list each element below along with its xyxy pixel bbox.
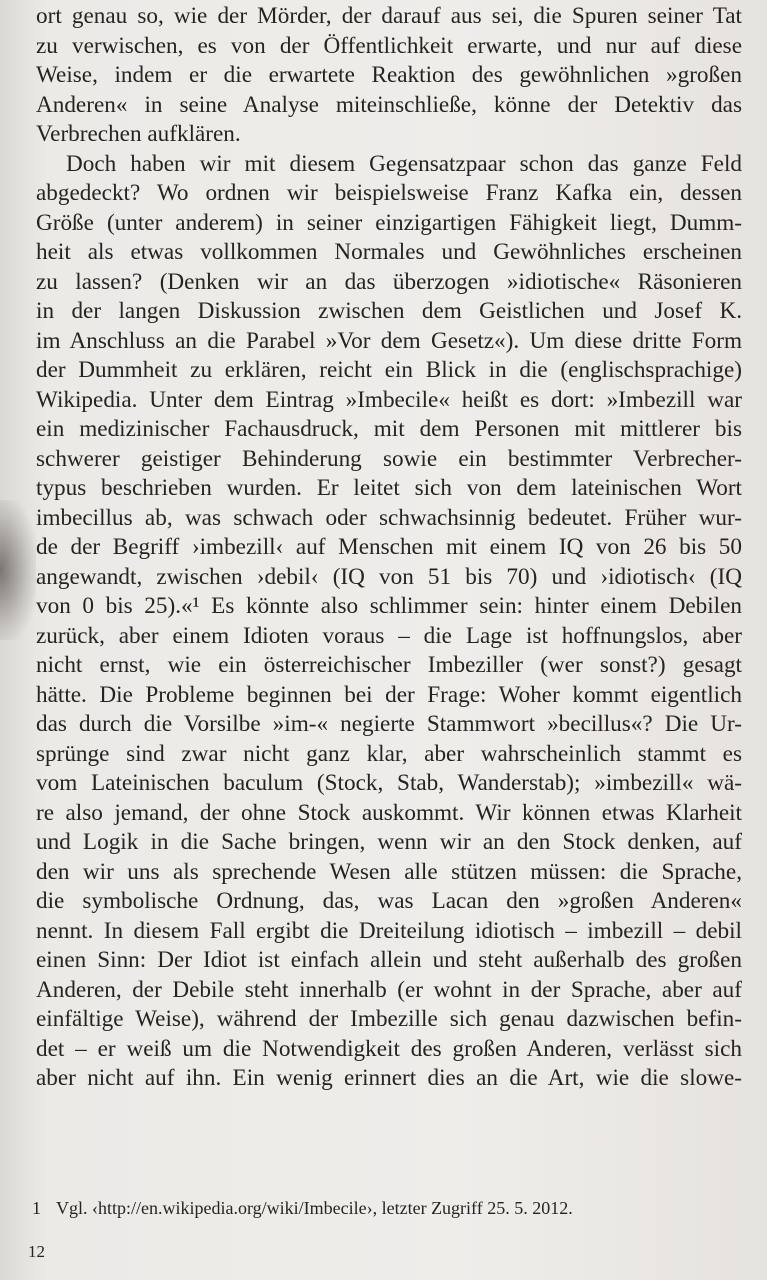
text-line: Verbrechen aufklären. (36, 121, 241, 147)
text-line: Doch haben wir mit diesem Gegensatzpaar schon das ganze Feld (66, 150, 742, 177)
text-line: nicht ernst, wie ein österreichischer Imbeziller (wer sonst?) gesagt (36, 652, 742, 678)
text-line: de der Begriff ›imbezill‹ auf Menschen mit einem IQ von 26 bis 50 (36, 534, 742, 560)
footnote-number: 1 (32, 1198, 41, 1218)
text-line: zu verwischen, es von der Öffentlichkeit erwarte, und nur auf diese (36, 32, 742, 59)
footnote (32, 1198, 732, 1219)
text-line: einfältige Weise), während der Imbezille sich genau dazwischen befin- (36, 1006, 742, 1032)
text-line: Größe (unter anderem) in seiner einzigartigen Fähigkeit liegt, Dumm- (36, 209, 742, 236)
footnote-text: Vgl. ‹http://en.wikipedia.org/wiki/Imbecile›, letzter Zugriff 25. 5. 2012. (56, 1198, 573, 1218)
text-line: angewandt, zwischen ›debil‹ (IQ von 51 bis 70) und ›idiotisch‹ (IQ (36, 563, 742, 590)
page-number: 12 (28, 1242, 45, 1261)
text-line: im Anschluss an die Parabel »Vor dem Gesetz«). Um diese dritte Form (36, 327, 742, 354)
text-line: die symbolische Ordnung, das, was Lacan den »großen Anderen« (36, 888, 742, 914)
text-line: aber nicht auf ihn. Ein wenig erinnert dies an die Art, wie die slowe- (36, 1065, 742, 1091)
text-line: zu lassen? (Denken wir an das überzogen »idiotische« Räsonieren (36, 268, 742, 295)
text-line: von 0 bis 25).«¹ Es könnte also schlimmer sein: hinter einem Debilen (36, 593, 742, 619)
thumb-shadow (0, 500, 36, 640)
body-text (36, 2, 742, 1094)
text-line: heit als etwas vollkommen Normales und Gewöhnliches erscheinen (36, 239, 742, 265)
text-line: sprünge sind zwar nicht ganz klar, aber wahrscheinlich stammt es (36, 740, 742, 767)
text-line: Weise, indem er die erwartete Reaktion des gewöhnlichen »großen (36, 62, 742, 88)
text-line: ein medizinischer Fachausdruck, mit dem Personen mit mittlerer bis (36, 416, 742, 442)
text-line: re also jemand, der ohne Stock auskommt. Wir können etwas Klarheit (36, 799, 742, 826)
text-line: zurück, aber einem Idioten voraus – die Lage ist hoffnungslos, aber (36, 622, 742, 649)
text-line: det – er weiß um die Notwendigkeit des großen Anderen, verlässt sich (36, 1035, 742, 1062)
text-line: Anderen, der Debile steht innerhalb (er wohnt in der Sprache, aber auf (36, 976, 742, 1003)
text-line: das durch die Vorsilbe »im-« negierte Stammwort »becillus«? Die Ur- (36, 711, 742, 737)
text-line: der Dummheit zu erklären, reicht ein Blick in die (englischsprachige) (36, 357, 742, 383)
text-line: Anderen« in seine Analyse miteinschließe, könne der Detektiv das (36, 91, 742, 118)
text-line: und Logik in die Sache bringen, wenn wir an den Stock denken, auf (36, 829, 742, 855)
text-line: Wikipedia. Unter dem Eintrag »Imbecile« heißt es dort: »Imbezill war (36, 386, 742, 413)
text-line: schwerer geistiger Behinderung sowie ein bestimmter Verbrecher- (36, 445, 742, 472)
text-line: vom Lateinischen baculum (Stock, Stab, Wanderstab); »imbezill« wä- (36, 770, 742, 796)
text-line: ort genau so, wie der Mörder, der darauf aus sei, die Spuren seiner Tat (36, 3, 742, 29)
text-line: einen Sinn: Der Idiot ist einfach allein und steht außerhalb des großen (36, 947, 742, 973)
text-line: typus beschrieben wurden. Er leitet sich von dem lateinischen Wort (36, 475, 742, 501)
text-line: nennt. In diesem Fall ergibt die Dreiteilung idiotisch – imbezill – debil (36, 917, 742, 944)
text-line: hätte. Die Probleme beginnen bei der Frage: Woher kommt eigentlich (36, 681, 742, 708)
text-line: in der langen Diskussion zwischen dem Geistlichen und Josef K. (36, 298, 742, 324)
text-line: den wir uns als sprechende Wesen alle stützen müssen: die Sprache, (36, 858, 742, 885)
text-line: abgedeckt? Wo ordnen wir beispielsweise Franz Kafka ein, dessen (36, 180, 742, 206)
text-line: imbecillus ab, was schwach oder schwachsinnig bedeutet. Früher wur- (36, 504, 742, 531)
